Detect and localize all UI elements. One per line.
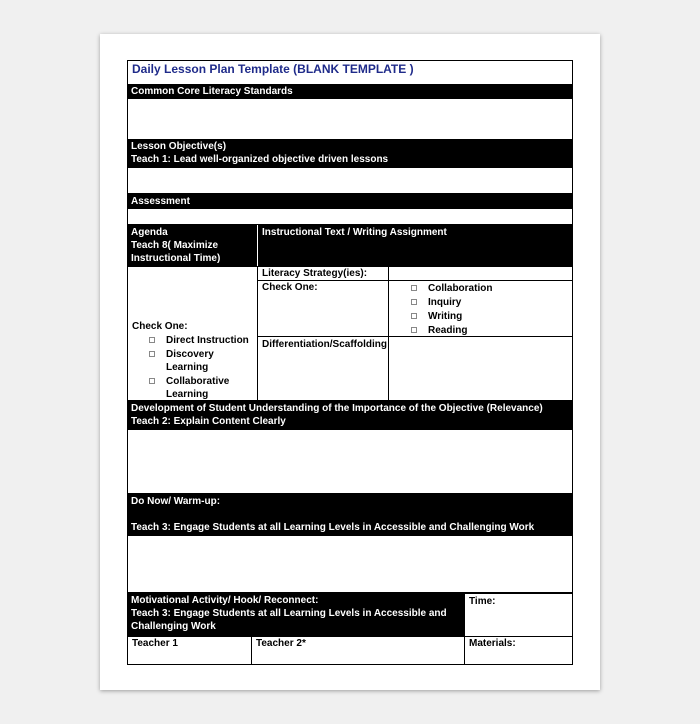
option-inquiry: Inquiry	[428, 297, 462, 308]
checkbox-direct-instruction[interactable]	[149, 337, 155, 343]
do-now-input-area[interactable]	[127, 535, 573, 593]
objective-input-area[interactable]	[127, 167, 573, 194]
teacher1-cell[interactable]	[127, 636, 252, 665]
checkbox-reading[interactable]	[411, 327, 417, 333]
agenda-teach: Teach 8( Maximize	[131, 240, 219, 251]
agenda-divider	[257, 225, 258, 267]
checkbox-collaboration[interactable]	[411, 285, 417, 291]
do-now-teach: Teach 3: Engage Students at all Learning Levels in Accessible and Challenging Work	[131, 522, 535, 533]
assessment-header	[127, 194, 573, 208]
option-discovery: Discovery	[166, 349, 214, 360]
motivational-teach: Teach 3: Engage Students at all Learning Levels in Accessible and	[131, 608, 447, 619]
agenda-teach-cont: Instructional Time)	[131, 253, 221, 264]
time-cell[interactable]	[464, 593, 573, 637]
agenda-label: Agenda	[131, 227, 168, 238]
checkbox-discovery-learning[interactable]	[149, 351, 155, 357]
checkbox-writing[interactable]	[411, 313, 417, 319]
objective-label: Lesson Objective(s)	[131, 141, 227, 152]
option-discovery-cont: Learning	[166, 362, 209, 373]
objective-teach: Teach 1: Lead well-organized objective driven lessons	[131, 154, 389, 165]
teacher2-label: Teacher 2*	[256, 638, 306, 649]
do-now-header	[127, 494, 573, 535]
option-collaboration: Collaboration	[428, 283, 493, 294]
checkbox-inquiry[interactable]	[411, 299, 417, 305]
strategy-col-divider	[388, 267, 389, 401]
do-now-label: Do Now/ Warm-up:	[131, 496, 221, 507]
teacher2-cell[interactable]	[251, 636, 465, 665]
motivational-label: Motivational Activity/ Hook/ Reconnect:	[131, 595, 319, 606]
option-direct-instruction: Direct Instruction	[166, 335, 249, 346]
objective-header	[127, 139, 573, 167]
standards-header	[127, 84, 573, 98]
checkbox-collaborative-learning[interactable]	[149, 378, 155, 384]
development-header	[127, 401, 573, 429]
document-page	[100, 34, 600, 690]
motivational-teach-cont: Challenging Work	[131, 621, 216, 632]
differentiation-label: Differentiation/Scaffolding	[262, 339, 387, 350]
differentiation-row-line	[257, 336, 573, 337]
option-writing: Writing	[428, 311, 463, 322]
agenda-header	[127, 225, 573, 267]
development-input-area[interactable]	[127, 429, 573, 494]
check-one-left-label: Check One:	[132, 321, 188, 332]
agenda-body	[127, 266, 573, 401]
page-title: Daily Lesson Plan Template (BLANK TEMPLATE )	[132, 62, 414, 76]
literacy-strategy-label: Literacy Strategy(ies):	[262, 268, 368, 279]
option-collaborative-cont: Learning	[166, 389, 209, 400]
standards-label: Common Core Literacy Standards	[131, 86, 293, 97]
assessment-input-area[interactable]	[127, 208, 573, 225]
teacher1-label: Teacher 1	[132, 638, 178, 649]
option-reading: Reading	[428, 325, 468, 336]
standards-input-area[interactable]	[127, 98, 573, 140]
title-cell	[127, 60, 573, 85]
check-one-right-label: Check One:	[262, 282, 318, 293]
assessment-label: Assessment	[131, 196, 190, 207]
development-label: Development of Student Understanding of the Importance of the Objective (Relevance)	[131, 403, 543, 414]
agenda-col-divider	[257, 267, 258, 401]
instructional-text-label: Instructional Text / Writing Assignment	[262, 227, 447, 238]
materials-label: Materials:	[469, 638, 516, 649]
time-label: Time:	[469, 596, 496, 607]
development-teach: Teach 2: Explain Content Clearly	[131, 416, 286, 427]
motivational-header	[127, 593, 465, 636]
option-collaborative: Collaborative	[166, 376, 230, 387]
materials-cell[interactable]	[464, 636, 573, 665]
